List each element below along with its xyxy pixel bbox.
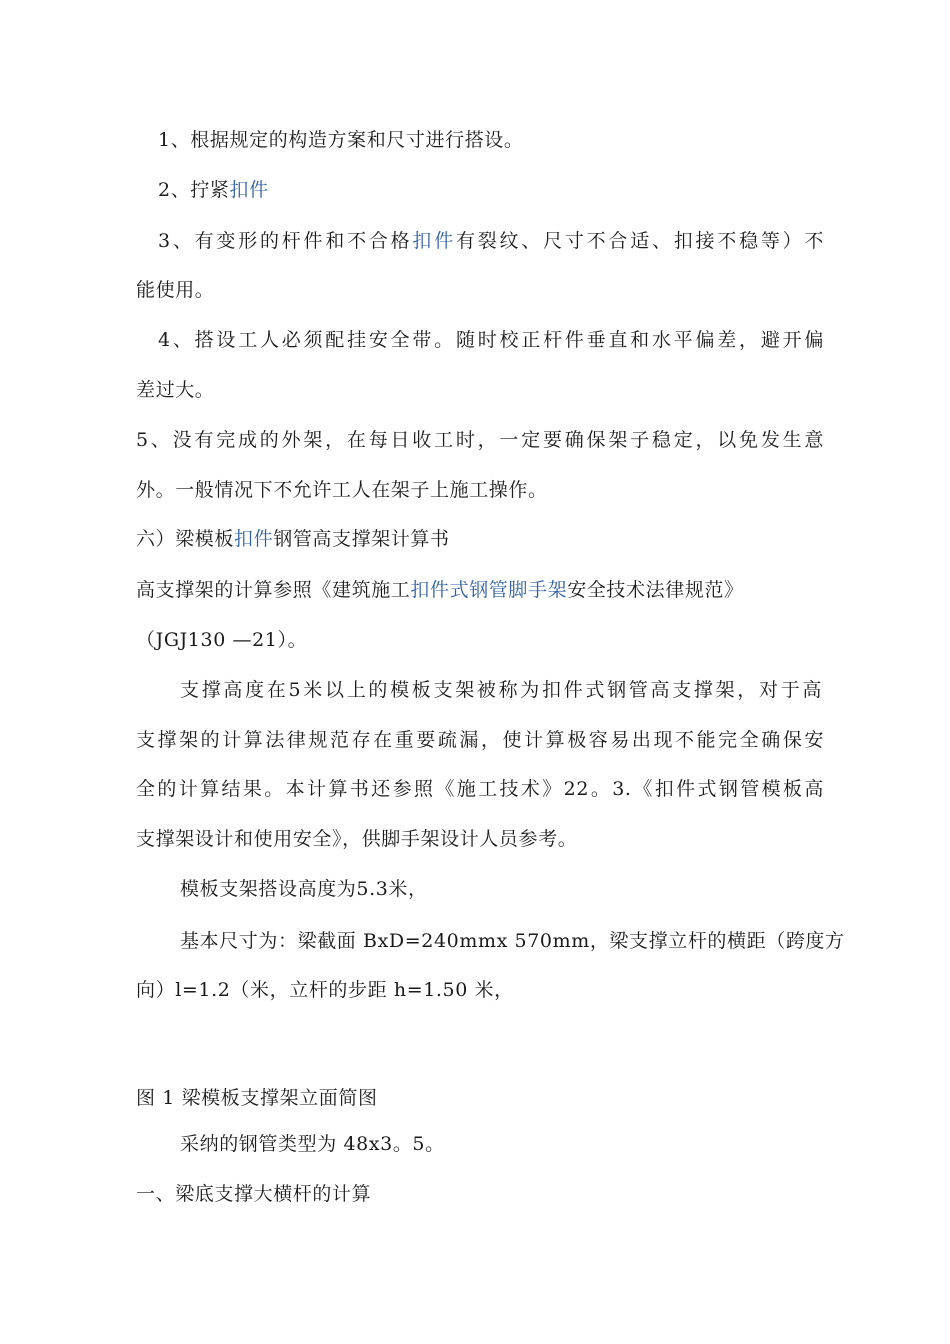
list-item-3-line-2: [136, 277, 826, 303]
paragraph-1-text-c: 全的计算结果。本计算书还参照《施工技术》22。3.《扣件式钢管模板高: [136, 778, 824, 800]
list-item-4-text-a: 4、搭设工人必须配挂安全带。随时校正杆件垂直和水平偏差，避开偏: [158, 329, 824, 351]
paragraph-1-line-4: [136, 826, 826, 852]
reference-code-text: （JGJ130 —21）。: [136, 629, 308, 651]
reference-code: [136, 627, 826, 653]
paragraph-4: [180, 1131, 870, 1157]
section-heading-6-text-b: 钢管高支撑架计算书: [273, 528, 450, 550]
list-item-1: [158, 127, 848, 153]
paragraph-3-line-1: [180, 928, 845, 954]
list-item-3-line-1: [158, 228, 824, 254]
section-heading-6: [136, 526, 826, 552]
fastener-link[interactable]: 扣件: [234, 528, 274, 550]
paragraph-1-line-2: [136, 727, 824, 753]
paragraph-3-text-b: 向）l=1.2（米，立杆的步距 h=1.50 米，: [136, 979, 514, 1001]
list-item-5-line-1: [136, 427, 824, 453]
fastener-link[interactable]: 扣件: [229, 179, 269, 201]
paragraph-3-line-2: [136, 977, 826, 1003]
section-heading-1-text: 一、梁底支撑大横杆的计算: [136, 1183, 372, 1205]
list-item-3-text-b: 有裂纹、尺寸不合适、扣接不稳等）不: [455, 230, 825, 252]
paragraph-1-text-a: 支撑高度在5米以上的模板支架被称为扣件式钢管高支撑架，对于高: [180, 679, 822, 701]
fastener-link[interactable]: 扣件: [412, 230, 456, 252]
figure-caption: [136, 1085, 826, 1111]
paragraph-2-text: 模板支架搭设高度为5.3米，: [180, 878, 428, 900]
paragraph-3-text-a: 基本尺寸为：梁截面 BxD=240mmx 570mm，梁支撑立杆的横距（跨度方: [180, 930, 845, 952]
paragraph-2: [180, 876, 870, 902]
paragraph-4-text: 采纳的钢管类型为 48x3。5。: [180, 1133, 445, 1155]
list-item-3-text-c: 能使用。: [136, 279, 215, 301]
paragraph-1-text-b: 支撑架的计算法律规范存在重要疏漏，使计算极容易出现不能完全确保安: [136, 729, 824, 751]
list-item-2: [158, 177, 848, 203]
list-item-5-line-2: [136, 477, 826, 503]
list-item-1-text: 1、根据规定的构造方案和尺寸进行搭设。: [158, 129, 524, 151]
list-item-5-text-a: 5、没有完成的外架，在每日收工时，一定要确保架子稳定，以免发生意: [136, 429, 824, 451]
list-item-4-text-b: 差过大。: [136, 379, 215, 401]
reference-line: [136, 577, 826, 603]
list-item-5-text-b: 外。一般情况下不允许工人在架子上施工操作。: [136, 479, 548, 501]
paragraph-1-line-3: [136, 776, 824, 802]
list-item-2-text: 2、拧紧: [158, 179, 230, 201]
list-item-4-line-2: [136, 377, 826, 403]
section-heading-6-text-a: 六）梁模板: [136, 528, 235, 550]
figure-caption-text: 图 1 梁模板支撑架立面简图: [136, 1087, 378, 1109]
list-item-3-text-a: 3、有变形的杆件和不合格: [158, 230, 413, 252]
reference-text-b: 安全技术法律规范》: [567, 579, 744, 601]
section-heading-1: [136, 1181, 826, 1207]
scaffold-standard-link[interactable]: 扣件式钢管脚手架: [410, 579, 568, 601]
list-item-4-line-1: [158, 327, 824, 353]
paragraph-1-line-1: [180, 677, 822, 703]
paragraph-1-text-d: 支撑架设计和使用安全》，供脚手架设计人员参考。: [136, 828, 578, 850]
reference-text-a: 高支撑架的计算参照《建筑施工: [136, 579, 411, 601]
